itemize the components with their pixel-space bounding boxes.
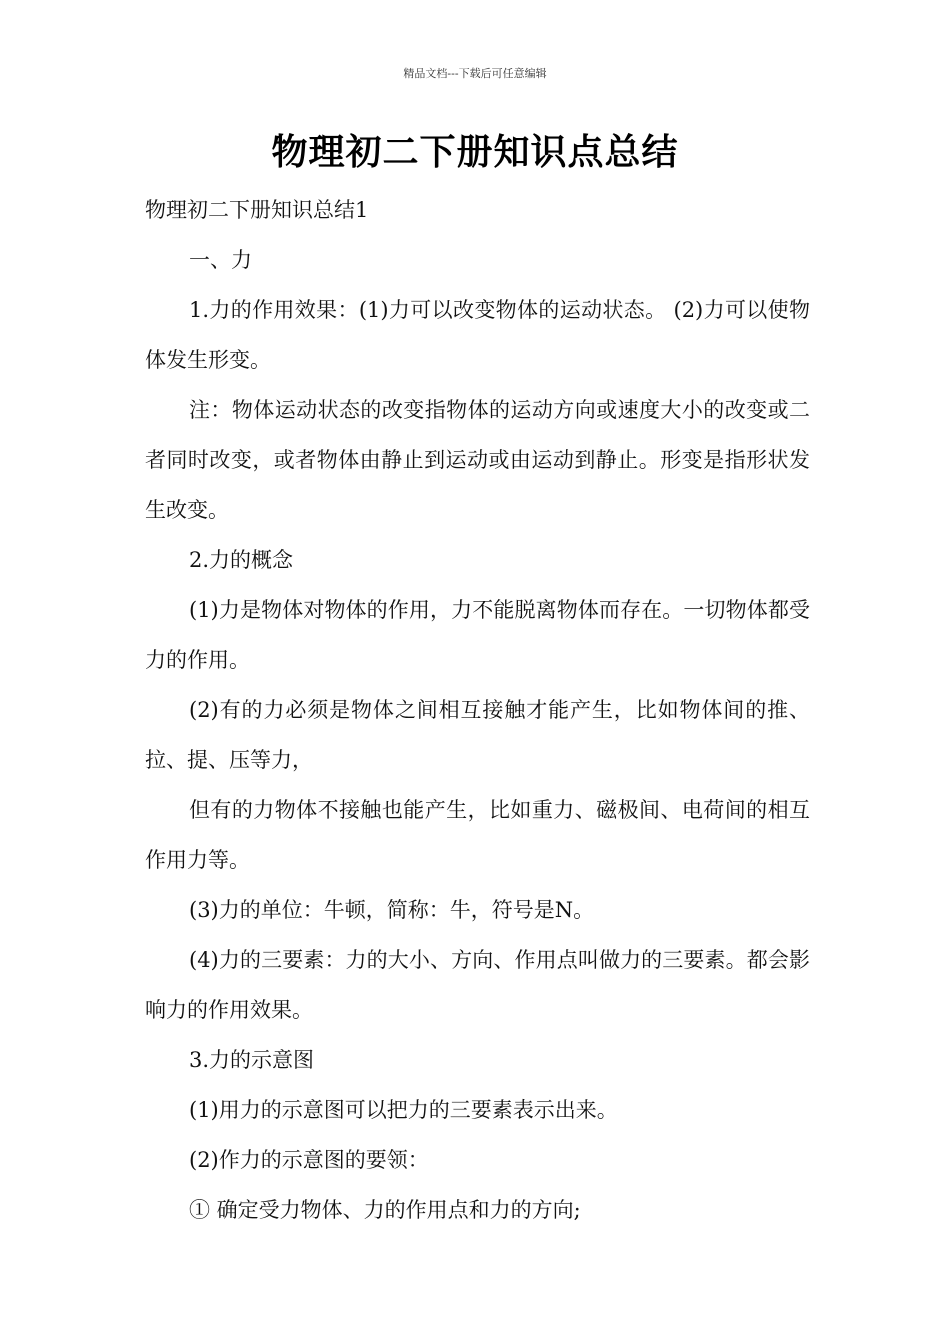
paragraph: (4)力的三要素：力的大小、方向、作用点叫做力的三要素。都会影响力的作用效果。: [145, 948, 810, 1022]
paragraph: 注：物体运动状态的改变指物体的运动方向或速度大小的改变或二者同时改变，或者物体由静止到运动或由运动到静止。形变是指形状发生改变。: [145, 398, 810, 522]
header-note: 精品文档---下载后可任意编辑: [403, 67, 547, 80]
paragraph: 2.力的概念: [189, 548, 294, 572]
document-body: [145, 185, 810, 1235]
paragraph: 3.力的示意图: [189, 1048, 315, 1072]
paragraph: 但有的力物体不接触也能产生，比如重力、磁极间、电荷间的相互作用力等。: [145, 798, 810, 872]
paragraph: (3)力的单位：牛顿，简称：牛，符号是N。: [189, 898, 595, 922]
paragraph: ① 确定受力物体、力的作用点和力的方向;: [189, 1198, 581, 1222]
paragraph-section-heading: 一、力: [189, 248, 252, 272]
paragraph: (1)用力的示意图可以把力的三要素表示出来。: [189, 1098, 618, 1122]
paragraph: 1.力的作用效果：(1)力可以改变物体的运动状态。 (2)力可以使物体发生形变。: [145, 298, 810, 372]
paragraph-subtitle: 物理初二下册知识总结1: [145, 198, 369, 222]
paragraph: (2)有的力必须是物体之间相互接触才能产生，比如物体间的推、拉、提、压等力，: [145, 698, 810, 772]
paragraph: (2)作力的示意图的要领：: [189, 1148, 429, 1172]
page-title: 物理初二下册知识点总结: [271, 132, 679, 173]
paragraph: (1)力是物体对物体的作用，力不能脱离物体而存在。一切物体都受力的作用。: [145, 598, 810, 672]
